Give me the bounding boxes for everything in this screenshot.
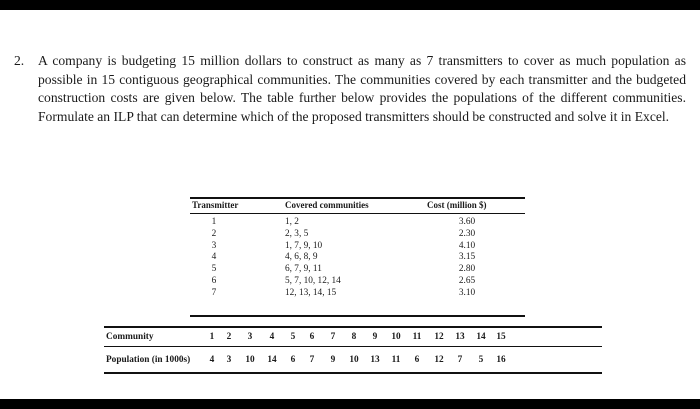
population-value-cell: 4 [209,355,215,365]
problem-statement [14,52,686,127]
header-covered-communities: Covered communities [285,200,369,210]
bottom-border [0,399,700,409]
table-cell: 2.80 [458,264,476,275]
table-cell: 3.60 [458,217,476,227]
population-value-cell: 3 [226,355,232,365]
community-number-cell: 2 [226,332,232,342]
table-cell: 12, 13, 14, 15 [285,287,337,298]
header-cost: Cost (million $) [427,200,487,210]
population-value-cell: 16 [496,355,506,365]
cost-column [452,217,482,300]
community-number-cell: 7 [330,332,336,342]
community-number-cell: 1 [209,332,215,342]
table-cell: 2 [211,228,217,239]
community-number-cell: 4 [269,332,275,342]
community-number-cell: 6 [309,332,315,342]
table-cell: 2, 3, 5 [285,228,309,239]
population-value-cell: 6 [414,355,420,365]
table-rule-bottom [190,315,525,317]
table-rule-top [190,197,525,199]
table-rule-header [190,213,525,214]
population-value-cell: 9 [330,355,336,365]
header-transmitter: Transmitter [192,200,239,210]
table-cell: 4 [211,252,217,263]
table-rule-bottom [104,372,602,374]
community-number-cell: 11 [412,332,422,342]
table-cell: 3.15 [458,252,476,263]
table-cell: 2.65 [458,275,476,286]
community-number-cell: 9 [372,332,378,342]
population-value-cell: 5 [478,355,484,365]
community-number-cell: 3 [247,332,253,342]
community-row-label: Community [106,332,154,342]
community-number-cell: 8 [351,332,357,342]
table-cell: 6, 7, 9, 11 [285,264,322,275]
table-cell: 3 [211,240,217,251]
table-cell: 7 [211,287,217,298]
table-rule-top [104,326,602,328]
community-number-cell: 10 [391,332,401,342]
transmitter-column [208,217,220,300]
population-value-cell: 12 [434,355,444,365]
population-row-label: Population (in 1000s) [106,355,191,365]
table-cell: 3.10 [458,287,476,298]
population-value-cell: 6 [290,355,296,365]
population-value-cell: 10 [245,355,255,365]
communities-column [285,217,341,300]
community-number-cell: 5 [290,332,296,342]
community-number-cell: 13 [455,332,465,342]
table-rule-middle [104,346,602,347]
problem-text: A company is budgeting 15 million dollars to construct as many as 7 transmitters to cover as much population as possible in 15 contiguous geographical communities. The communities covered by each transmitter and the budgeted construction costs are given below. The table further below provides the populations of the different communities. Formulate an ILP that can determine which of the proposed transmitters should be constructed and solve it in Excel. [38,53,686,125]
table-cell: 4.10 [458,240,476,251]
population-value-cell: 11 [391,355,401,365]
population-value-cell: 7 [457,355,463,365]
table-cell: 5, 7, 10, 12, 14 [285,275,341,286]
table-cell: 4, 6, 8, 9 [285,252,318,263]
community-number-cell: 12 [434,332,444,342]
problem-number: 2. [14,53,25,68]
top-border [0,0,700,10]
community-number-cell: 15 [496,332,506,342]
table-cell: 1, 2 [285,217,299,227]
table-cell: 1, 7, 9, 10 [285,240,323,251]
community-number-cell: 14 [476,332,486,342]
table-cell: 5 [211,264,217,275]
population-value-cell: 10 [349,355,359,365]
table-cell: 1 [211,217,217,227]
population-value-cell: 13 [370,355,380,365]
table-cell: 2.30 [458,228,476,239]
population-value-cell: 14 [267,355,277,365]
table-cell: 6 [211,275,217,286]
population-value-cell: 7 [309,355,315,365]
